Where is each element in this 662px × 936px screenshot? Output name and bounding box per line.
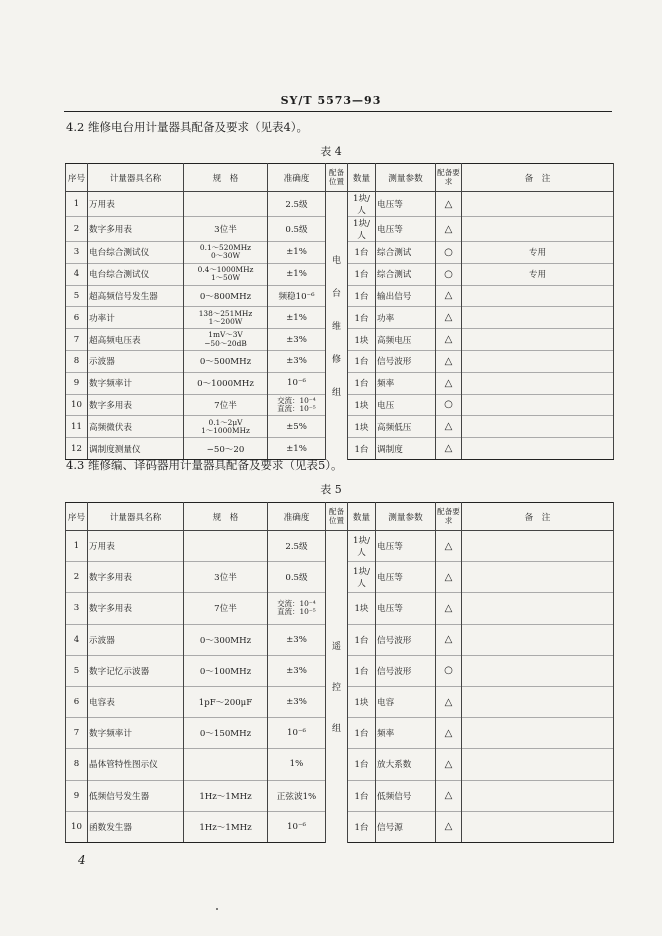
spec-cell	[184, 416, 268, 438]
location-cell	[326, 531, 348, 843]
parameter-cell: 调制度	[376, 438, 436, 460]
instrument-name: 电台综合测试仪	[88, 242, 184, 264]
row-number: 7	[66, 329, 88, 351]
table-row	[66, 531, 614, 562]
column-header: 数量	[348, 503, 376, 531]
parameter-cell: 高频低压	[376, 416, 436, 438]
parameter-cell: 信号波形	[376, 624, 436, 655]
note-cell	[462, 749, 614, 780]
column-header: 准确度	[268, 164, 326, 192]
accuracy-cell: ±3%	[268, 655, 326, 686]
note-cell	[462, 686, 614, 717]
quantity-cell: 1块/人	[348, 531, 376, 562]
location-cell	[326, 192, 348, 460]
note-cell	[462, 372, 614, 394]
note-cell	[462, 593, 614, 624]
row-number: 3	[66, 593, 88, 624]
column-header: 数量	[348, 164, 376, 192]
accuracy-cell	[268, 394, 326, 416]
note-cell	[462, 350, 614, 372]
accuracy-cell: 1%	[268, 749, 326, 780]
note-cell	[462, 192, 614, 217]
row-number: 5	[66, 285, 88, 307]
section-4-2-title: 4.2 维修电台用计量器具配备及要求（见表4）。	[66, 120, 309, 134]
spec-cell: 7位半	[184, 593, 268, 624]
table-5	[65, 502, 614, 843]
column-header: 配备要求	[436, 503, 462, 531]
spec-cell	[184, 263, 268, 285]
note-cell	[462, 416, 614, 438]
requirement-symbol: △	[436, 718, 462, 749]
quantity-cell: 1台	[348, 780, 376, 811]
location-char: 电	[331, 256, 341, 267]
requirement-symbol: △	[436, 624, 462, 655]
spec-cell-line: 0.4～1000MHz	[197, 264, 254, 274]
parameter-cell: 放大系数	[376, 749, 436, 780]
requirement-symbol: ○	[436, 263, 462, 285]
requirement-symbol: △	[436, 416, 462, 438]
instrument-name: 超高频电压表	[88, 329, 184, 351]
spec-cell: 0～150MHz	[184, 718, 268, 749]
requirement-symbol: △	[436, 780, 462, 811]
requirement-symbol: △	[436, 329, 462, 351]
row-number: 8	[66, 749, 88, 780]
accuracy-cell-line: 直流：10⁻⁵	[277, 403, 316, 413]
column-header: 序号	[66, 503, 88, 531]
spec-cell	[184, 192, 268, 217]
parameter-cell: 信号源	[376, 811, 436, 842]
column-header: 规 格	[184, 164, 268, 192]
column-header: 计量器具名称	[88, 503, 184, 531]
accuracy-cell: ±1%	[268, 263, 326, 285]
table-5-caption: 表 5	[320, 483, 342, 496]
table-4	[65, 163, 614, 460]
parameter-cell: 综合测试	[376, 263, 436, 285]
requirement-symbol: △	[436, 217, 462, 242]
note-cell: 专用	[462, 242, 614, 264]
note-cell	[462, 329, 614, 351]
parameter-cell: 信号波形	[376, 350, 436, 372]
row-number: 11	[66, 416, 88, 438]
requirement-symbol: △	[436, 749, 462, 780]
spec-cell	[184, 242, 268, 264]
row-number: 6	[66, 307, 88, 329]
row-number: 10	[66, 811, 88, 842]
column-header: 规 格	[184, 503, 268, 531]
note-cell	[462, 562, 614, 593]
column-header: 配备位置	[326, 503, 348, 531]
instrument-name: 高频微伏表	[88, 416, 184, 438]
quantity-cell: 1台	[348, 350, 376, 372]
accuracy-cell: ±3%	[268, 350, 326, 372]
row-number: 12	[66, 438, 88, 460]
quantity-cell: 1台	[348, 307, 376, 329]
parameter-cell: 电压等	[376, 217, 436, 242]
note-cell	[462, 624, 614, 655]
spec-cell: 1Hz～1MHz	[184, 811, 268, 842]
row-number: 5	[66, 655, 88, 686]
instrument-name: 示波器	[88, 624, 184, 655]
note-cell	[462, 718, 614, 749]
quantity-cell: 1块	[348, 329, 376, 351]
spec-cell: 1Hz～1MHz	[184, 780, 268, 811]
location-char: 控	[331, 683, 341, 694]
column-header: 配备位置	[326, 164, 348, 192]
spec-cell-line: 0.1～2μV	[208, 417, 243, 427]
row-number: 6	[66, 686, 88, 717]
accuracy-cell: ±3%	[268, 329, 326, 351]
row-number: 9	[66, 780, 88, 811]
column-header: 准确度	[268, 503, 326, 531]
requirement-symbol: ○	[436, 242, 462, 264]
quantity-cell: 1台	[348, 718, 376, 749]
instrument-name: 数字多用表	[88, 394, 184, 416]
column-header: 序号	[66, 164, 88, 192]
quantity-cell: 1台	[348, 655, 376, 686]
row-number: 9	[66, 372, 88, 394]
requirement-symbol: △	[436, 562, 462, 593]
instrument-name: 超高频信号发生器	[88, 285, 184, 307]
accuracy-cell	[268, 593, 326, 624]
parameter-cell: 低频信号	[376, 780, 436, 811]
instrument-name: 数字记忆示波器	[88, 655, 184, 686]
quantity-cell: 1台	[348, 438, 376, 460]
accuracy-cell: 0.5级	[268, 217, 326, 242]
quantity-cell: 1台	[348, 811, 376, 842]
accuracy-cell: ±3%	[268, 686, 326, 717]
note-cell	[462, 394, 614, 416]
note-cell	[462, 531, 614, 562]
spec-cell	[184, 531, 268, 562]
quantity-cell: 1台	[348, 624, 376, 655]
quantity-cell: 1块	[348, 416, 376, 438]
requirement-symbol: △	[436, 285, 462, 307]
spec-cell: 0～300MHz	[184, 624, 268, 655]
quantity-cell: 1台	[348, 242, 376, 264]
quantity-cell: 1台	[348, 263, 376, 285]
instrument-name: 功率计	[88, 307, 184, 329]
accuracy-cell: 10⁻⁶	[268, 718, 326, 749]
accuracy-cell: ±1%	[268, 307, 326, 329]
quantity-cell: 1块/人	[348, 217, 376, 242]
section-4-3-title: 4.3 维修编、译码器用计量器具配备及要求（见表5）。	[66, 458, 343, 472]
spec-cell	[184, 307, 268, 329]
note-cell	[462, 285, 614, 307]
spec-cell: 7位半	[184, 394, 268, 416]
spec-cell	[184, 749, 268, 780]
table-header-row	[66, 503, 614, 531]
spec-cell: 0～800MHz	[184, 285, 268, 307]
quantity-cell: 1块/人	[348, 562, 376, 593]
instrument-name: 电容表	[88, 686, 184, 717]
column-header: 计量器具名称	[88, 164, 184, 192]
spec-cell: 0～100MHz	[184, 655, 268, 686]
requirement-symbol: ○	[436, 394, 462, 416]
row-number: 8	[66, 350, 88, 372]
location-char: 维	[331, 322, 341, 333]
requirement-symbol: △	[436, 307, 462, 329]
instrument-name: 电台综合测试仪	[88, 263, 184, 285]
instrument-name: 数字频率计	[88, 718, 184, 749]
parameter-cell: 电容	[376, 686, 436, 717]
row-number: 3	[66, 242, 88, 264]
parameter-cell: 电压等	[376, 562, 436, 593]
spec-cell: −50～20	[184, 438, 268, 460]
column-header: 测量参数	[376, 503, 436, 531]
accuracy-cell: 10⁻⁶	[268, 372, 326, 394]
row-number: 7	[66, 718, 88, 749]
requirement-symbol: △	[436, 686, 462, 717]
quantity-cell: 1块	[348, 394, 376, 416]
parameter-cell: 综合测试	[376, 242, 436, 264]
row-number: 2	[66, 217, 88, 242]
requirement-symbol: △	[436, 438, 462, 460]
scan-speck	[216, 908, 218, 910]
spec-cell: 3位半	[184, 217, 268, 242]
spec-cell-line: 1～1000MHz	[201, 425, 250, 435]
parameter-cell: 电压	[376, 394, 436, 416]
quantity-cell: 1台	[348, 285, 376, 307]
parameter-cell: 信号波形	[376, 655, 436, 686]
parameter-cell: 电压等	[376, 192, 436, 217]
instrument-name: 万用表	[88, 192, 184, 217]
requirement-symbol: △	[436, 593, 462, 624]
instrument-name: 示波器	[88, 350, 184, 372]
instrument-name: 数字多用表	[88, 593, 184, 624]
note-cell	[462, 307, 614, 329]
row-number: 1	[66, 192, 88, 217]
requirement-symbol: △	[436, 350, 462, 372]
row-number: 10	[66, 394, 88, 416]
quantity-cell: 1台	[348, 372, 376, 394]
accuracy-cell: 2.5级	[268, 192, 326, 217]
requirement-symbol: △	[436, 811, 462, 842]
instrument-name: 万用表	[88, 531, 184, 562]
note-cell	[462, 811, 614, 842]
quantity-cell: 1块/人	[348, 192, 376, 217]
note-cell	[462, 655, 614, 686]
spec-cell-line: 1～50W	[210, 273, 241, 283]
instrument-name: 数字频率计	[88, 372, 184, 394]
instrument-name: 低频信号发生器	[88, 780, 184, 811]
spec-cell-line: 1～200W	[208, 316, 243, 326]
spec-cell: 0～500MHz	[184, 350, 268, 372]
spec-cell-line: 0.1～520MHz	[199, 243, 252, 253]
quantity-cell: 1块	[348, 593, 376, 624]
table-4-caption: 表 4	[320, 145, 342, 158]
spec-cell-line: −50～20dB	[204, 338, 247, 348]
row-number: 1	[66, 531, 88, 562]
column-header: 备 注	[462, 503, 614, 531]
location-char: 组	[331, 724, 341, 735]
accuracy-cell: ±3%	[268, 624, 326, 655]
instrument-name: 函数发生器	[88, 811, 184, 842]
parameter-cell: 频率	[376, 372, 436, 394]
accuracy-cell-line: 交流：10⁻⁴	[277, 599, 316, 609]
instrument-name: 晶体管特性图示仪	[88, 749, 184, 780]
column-header: 配备要求	[436, 164, 462, 192]
requirement-symbol: △	[436, 531, 462, 562]
instrument-name: 数字多用表	[88, 562, 184, 593]
header-rule	[64, 111, 612, 112]
requirement-symbol: ○	[436, 655, 462, 686]
instrument-name: 数字多用表	[88, 217, 184, 242]
page-header: SY/T 5573—93	[280, 94, 382, 107]
spec-cell	[184, 329, 268, 351]
note-cell	[462, 217, 614, 242]
parameter-cell: 电压等	[376, 531, 436, 562]
accuracy-cell: 正弦波1%	[268, 780, 326, 811]
accuracy-cell: ±1%	[268, 242, 326, 264]
location-char: 台	[331, 289, 341, 300]
accuracy-cell: 频稳10⁻⁶	[268, 285, 326, 307]
spec-cell-line: 0～30W	[210, 251, 241, 261]
accuracy-cell: 2.5级	[268, 531, 326, 562]
spec-cell-line: 1mV～3V	[208, 330, 243, 340]
accuracy-cell: ±1%	[268, 438, 326, 460]
parameter-cell: 输出信号	[376, 285, 436, 307]
column-header: 备 注	[462, 164, 614, 192]
row-number: 4	[66, 624, 88, 655]
accuracy-cell-line: 直流：10⁻⁵	[277, 607, 316, 617]
location-char: 遥	[331, 642, 341, 653]
parameter-cell: 功率	[376, 307, 436, 329]
accuracy-cell: ±5%	[268, 416, 326, 438]
accuracy-cell: 0.5级	[268, 562, 326, 593]
quantity-cell: 1块	[348, 686, 376, 717]
instrument-name: 调制度测量仪	[88, 438, 184, 460]
note-cell: 专用	[462, 263, 614, 285]
spec-cell: 1pF～200μF	[184, 686, 268, 717]
table-row	[66, 192, 614, 217]
location-char: 组	[331, 388, 341, 399]
quantity-cell: 1台	[348, 749, 376, 780]
parameter-cell: 频率	[376, 718, 436, 749]
column-header: 测量参数	[376, 164, 436, 192]
parameter-cell: 高频电压	[376, 329, 436, 351]
note-cell	[462, 780, 614, 811]
page-number: 4	[78, 853, 86, 867]
requirement-symbol: △	[436, 192, 462, 217]
spec-cell: 0～1000MHz	[184, 372, 268, 394]
spec-cell-line: 138～251MHz	[198, 308, 253, 318]
parameter-cell: 电压等	[376, 593, 436, 624]
requirement-symbol: △	[436, 372, 462, 394]
location-char: 修	[331, 355, 341, 366]
note-cell	[462, 438, 614, 460]
accuracy-cell-line: 交流：10⁻⁴	[277, 395, 316, 405]
row-number: 2	[66, 562, 88, 593]
table-header-row	[66, 164, 614, 192]
row-number: 4	[66, 263, 88, 285]
accuracy-cell: 10⁻⁶	[268, 811, 326, 842]
spec-cell: 3位半	[184, 562, 268, 593]
